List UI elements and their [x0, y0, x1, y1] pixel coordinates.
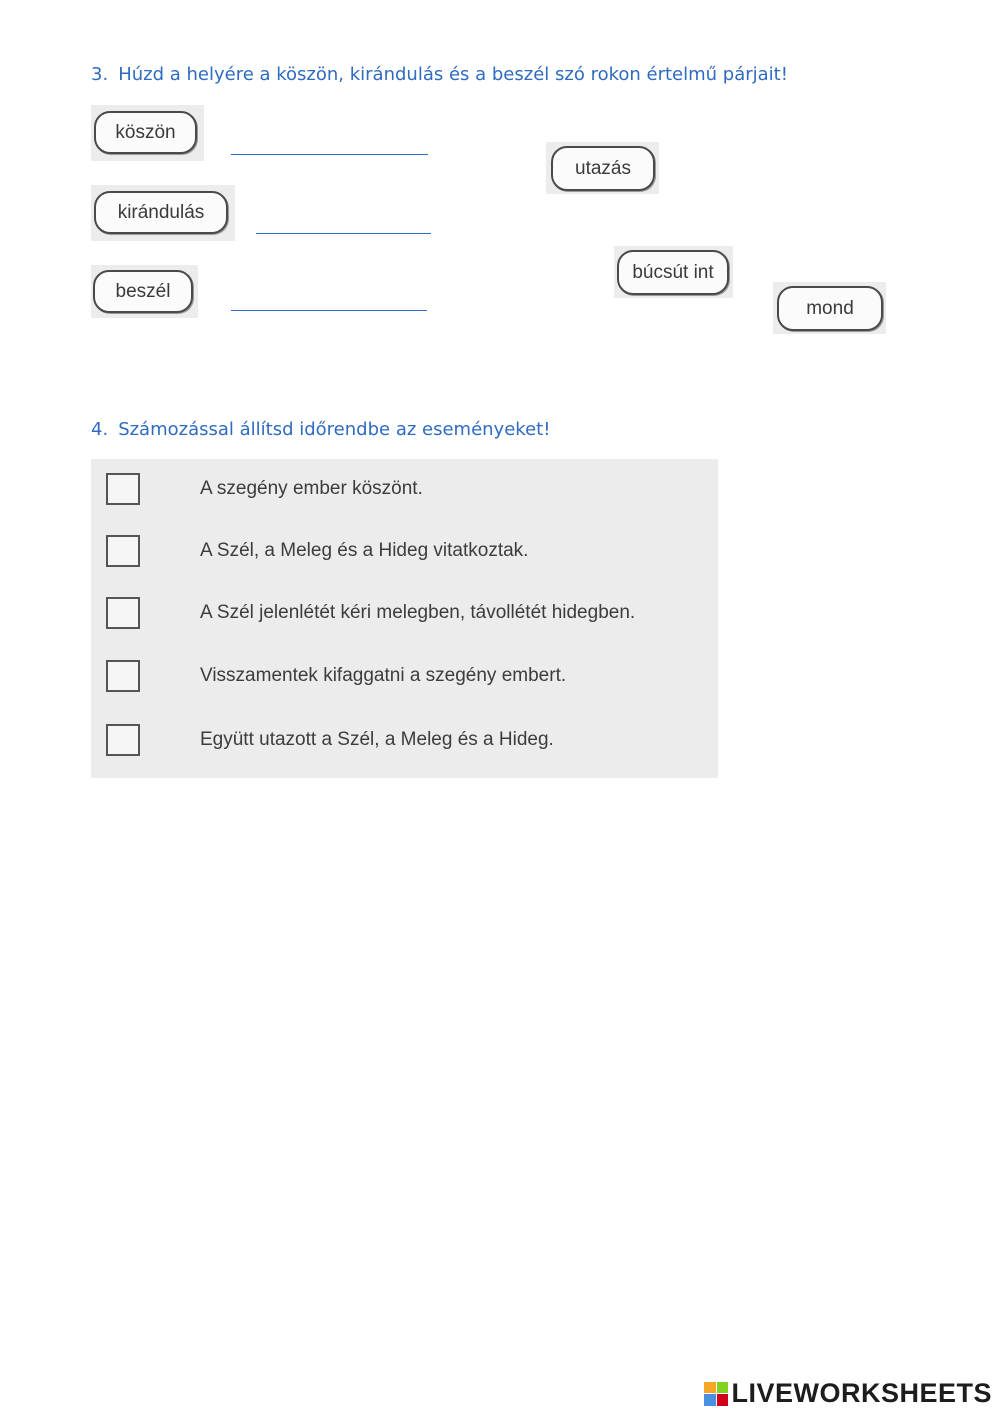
event-row — [91, 593, 718, 633]
event-text: A Szél, a Meleg és a Hideg vitatkoztak. — [200, 540, 529, 561]
drag-word-bucsut-int[interactable]: búcsút int — [617, 250, 729, 295]
liveworksheets-logo-icon — [704, 1382, 728, 1406]
answer-blank-3[interactable] — [231, 310, 427, 311]
order-number-box[interactable] — [106, 724, 140, 756]
event-text: A Szél jelenlétét kéri melegben, távollétét hidegben. — [200, 602, 636, 623]
drag-word-mond[interactable]: mond — [777, 286, 883, 331]
logo-square — [704, 1382, 716, 1394]
order-number-box[interactable] — [106, 597, 140, 629]
source-word-kirandulas: kirándulás — [94, 191, 228, 234]
logo-square — [717, 1394, 729, 1406]
event-text: Együtt utazott a Szél, a Meleg és a Hideg. — [200, 729, 554, 750]
logo-text: LIVEWORKSHEETS — [731, 1378, 992, 1408]
order-number-box[interactable] — [106, 473, 140, 505]
task4-heading — [91, 419, 550, 440]
drag-word-utazas[interactable]: utazás — [551, 146, 655, 191]
event-text: Visszamentek kifaggatni a szegény embert. — [200, 665, 567, 686]
task4-instruction: Számozással állítsd időrendbe az eseményeket! — [118, 419, 551, 440]
source-word-beszel: beszél — [93, 270, 193, 313]
logo-square — [704, 1394, 716, 1406]
order-number-box[interactable] — [106, 535, 140, 567]
event-text: A szegény ember köszönt. — [200, 478, 423, 499]
event-row — [91, 531, 718, 571]
event-row — [91, 656, 718, 696]
logo-square — [717, 1382, 729, 1394]
task3-heading — [91, 64, 788, 85]
task3-number: 3. — [91, 64, 109, 85]
task4-number: 4. — [91, 419, 109, 440]
event-row — [91, 720, 718, 760]
task3-instruction: Húzd a helyére a köszön, kirándulás és a beszél szó rokon értelmű párjait! — [118, 64, 788, 85]
source-word-koszon: köszön — [94, 111, 197, 154]
event-ordering-panel — [91, 459, 718, 778]
event-row — [91, 469, 718, 509]
answer-blank-1[interactable] — [231, 154, 428, 155]
liveworksheets-logo — [704, 1378, 992, 1409]
order-number-box[interactable] — [106, 660, 140, 692]
answer-blank-2[interactable] — [256, 233, 431, 234]
